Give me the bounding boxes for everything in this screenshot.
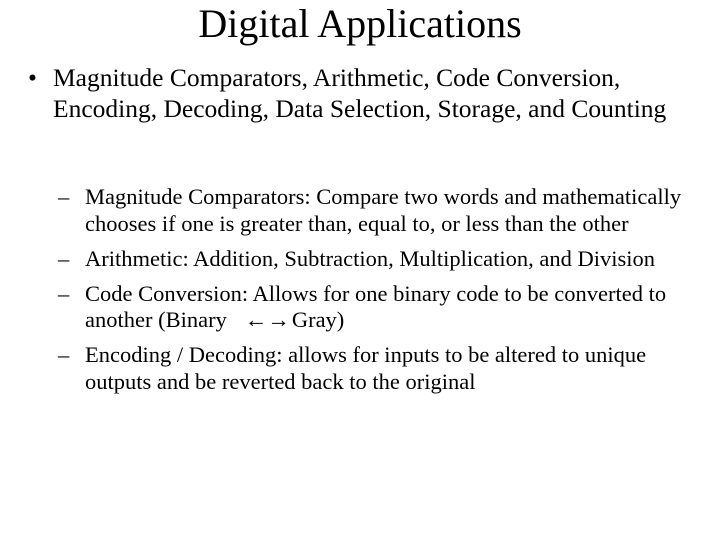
sub-item-text: Code Conversion: Allows for one binary code to be converted to another (Binary	[85, 280, 667, 332]
sub-bullet-dash: –	[58, 280, 70, 306]
sub-item-code-conversion	[52, 281, 712, 334]
sub-bullet-dash: –	[58, 342, 70, 367]
sub-item-encoding-decoding	[52, 342, 712, 395]
sub-bullet-dash: –	[58, 184, 70, 209]
sub-item-magnitude-comparators	[52, 184, 712, 237]
sub-item-text: Magnitude Comparators: Compare two words and mathematically chooses if one is greater than, equal to, or less than the other	[85, 184, 682, 236]
sub-bullet-list	[52, 184, 712, 404]
main-bullet-text: Magnitude Comparators, Arithmetic, Code Conversion, Encoding, Decoding, Data Selection, Storage, and Counting	[53, 63, 667, 123]
slide-title: Digital Applications	[198, 1, 522, 46]
bullet-marker: •	[28, 63, 37, 92]
sub-item-text-tail: Gray)	[291, 307, 345, 332]
double-arrow-icon: ←→	[244, 307, 290, 332]
sub-item-text: Encoding / Decoding: allows for inputs to be altered to unique outputs and be reverted back to the original	[85, 342, 647, 394]
sub-item-text: Arithmetic: Addition, Subtraction, Multiplication, and Division	[85, 245, 655, 271]
main-bullet	[24, 62, 704, 124]
sub-item-arithmetic	[52, 246, 712, 273]
sub-bullet-dash: –	[58, 245, 70, 271]
